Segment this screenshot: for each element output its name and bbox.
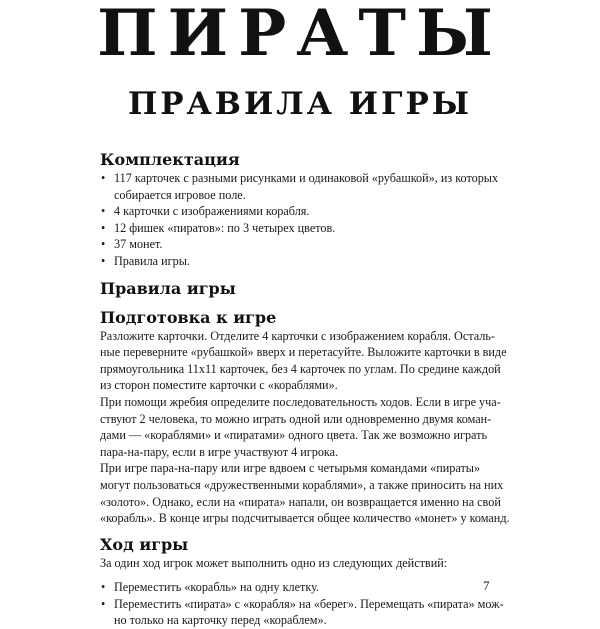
section-heading-setup: Подготовка к игре — [100, 307, 277, 327]
paragraph: Разложите карточки. Отделите 4 карточки с изображением корабля. Остальные переверните «рубашкой» вверх и перетасуйте. Выложите карточки в виде прямоугольника 11х11 карточек, без 4 карточек по углам. По средине каждой из сторон поместите карточки с «кораблями». — [100, 328, 507, 393]
section-heading-turn: Ход игры — [100, 534, 189, 554]
list-item: • 12 фишек «пиратов»: по 3 четырех цветов. — [100, 220, 510, 237]
list-item: • 4 карточки с изображениями корабля. — [100, 203, 510, 220]
section-heading-components: Комплектация — [100, 150, 240, 169]
list-item: • Переместить «корабль» на одну клетку. — [100, 579, 510, 596]
components-list — [100, 170, 510, 270]
paragraph: При помощи жребия определите последовательность ходов. Если в игре участвуют 2 человека, то можно играть одной или одновременно двумя командами — «кораблями» и «пиратами» одного цвета. Так же возможно играть пара-на-пару, если в игре участвуют 4 игрока. — [100, 394, 501, 459]
paragraph: За один ход игрок может выполнить одно из следующих действий: — [100, 555, 448, 570]
list-item: • Переместить «пирата» с «корабля» на «берег». Перемещать «пирата» можно только на карточку перед «кораблем». — [100, 596, 510, 629]
turn-actions-list — [100, 579, 510, 629]
rules-subtitle: ПРАВИЛА ИГРЫ — [127, 86, 473, 122]
document-body — [100, 150, 510, 629]
list-item: • 37 монет. — [100, 236, 510, 253]
paragraph: При игре пара-на-пару или игре вдвоем с четырьмя командами «пираты» могут пользоваться «дружественными кораблями», а также приносить на них «золото». Однако, если на «пирата» напали, он возвращается именно на свой «корабль». В конце игры подсчитывается общее количество «монет» у команд. — [100, 461, 510, 526]
game-title: ПИРАТЫ — [97, 0, 503, 71]
page-number: 7 — [483, 578, 490, 593]
section-heading-rules: Правила игры — [100, 278, 236, 298]
list-item: • Правила игры. — [100, 253, 510, 270]
list-item: • 117 карточек с разными рисунками и одинаковой «рубашкой», из которых собирается игровое поле. — [100, 170, 510, 203]
